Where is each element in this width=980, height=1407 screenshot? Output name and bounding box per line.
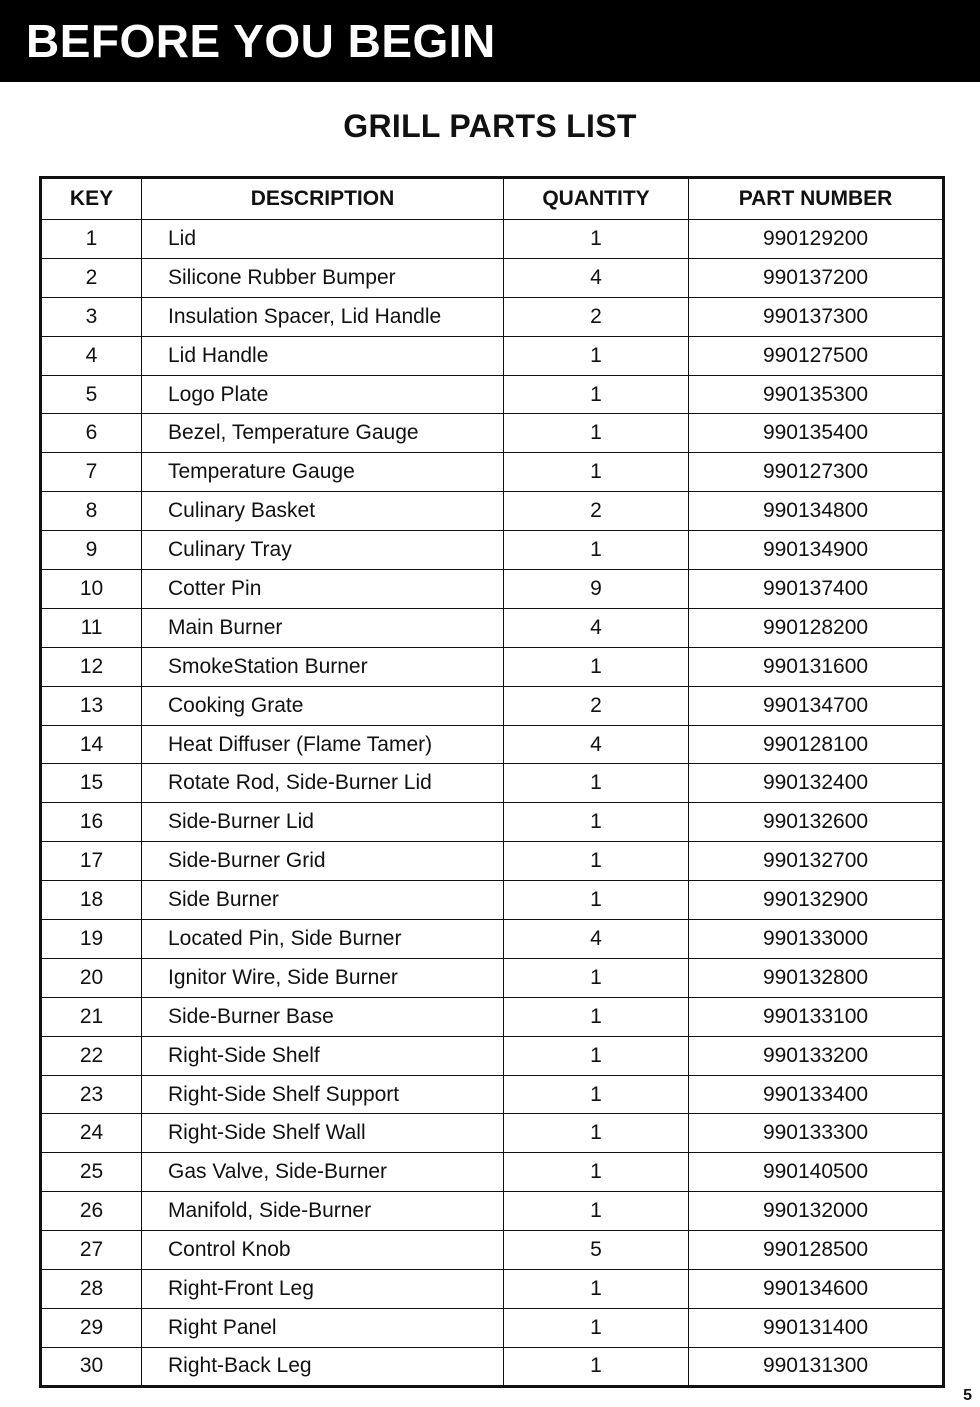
cell-quantity: 1 <box>504 764 689 803</box>
cell-quantity: 9 <box>504 570 689 609</box>
cell-description: Silicone Rubber Bumper <box>142 258 504 297</box>
cell-quantity: 4 <box>504 258 689 297</box>
table-row <box>41 531 944 570</box>
cell-key: 28 <box>41 1270 142 1309</box>
cell-key: 26 <box>41 1192 142 1231</box>
cell-description: Control Knob <box>142 1231 504 1270</box>
cell-quantity: 1 <box>504 1270 689 1309</box>
cell-description: Rotate Rod, Side-Burner Lid <box>142 764 504 803</box>
cell-description: Lid <box>142 220 504 259</box>
cell-key: 6 <box>41 414 142 453</box>
cell-quantity: 1 <box>504 647 689 686</box>
cell-quantity: 1 <box>504 1075 689 1114</box>
table-row <box>41 803 944 842</box>
page-number: 5 <box>963 1387 972 1404</box>
cell-quantity: 4 <box>504 920 689 959</box>
table-row <box>41 725 944 764</box>
cell-description: Right-Front Leg <box>142 1270 504 1309</box>
table-row <box>41 1231 944 1270</box>
table-body <box>41 220 944 1387</box>
cell-key: 4 <box>41 336 142 375</box>
cell-description: Bezel, Temperature Gauge <box>142 414 504 453</box>
cell-description: Right Panel <box>142 1308 504 1347</box>
cell-part-number: 990131300 <box>689 1347 944 1386</box>
cell-quantity: 1 <box>504 1192 689 1231</box>
table-row <box>41 1075 944 1114</box>
cell-key: 8 <box>41 492 142 531</box>
table-row <box>41 608 944 647</box>
cell-quantity: 1 <box>504 220 689 259</box>
cell-part-number: 990137400 <box>689 570 944 609</box>
cell-quantity: 1 <box>504 375 689 414</box>
cell-description: Right-Back Leg <box>142 1347 504 1386</box>
cell-description: Main Burner <box>142 608 504 647</box>
table-row <box>41 258 944 297</box>
cell-part-number: 990133100 <box>689 997 944 1036</box>
cell-key: 22 <box>41 1036 142 1075</box>
cell-description: Gas Valve, Side-Burner <box>142 1153 504 1192</box>
cell-quantity: 1 <box>504 453 689 492</box>
cell-quantity: 1 <box>504 803 689 842</box>
header-title: BEFORE YOU BEGIN <box>26 15 496 67</box>
cell-quantity: 2 <box>504 686 689 725</box>
cell-part-number: 990134600 <box>689 1270 944 1309</box>
cell-key: 2 <box>41 258 142 297</box>
cell-part-number: 990127500 <box>689 336 944 375</box>
cell-quantity: 5 <box>504 1231 689 1270</box>
cell-part-number: 990128100 <box>689 725 944 764</box>
cell-quantity: 2 <box>504 492 689 531</box>
table-row <box>41 881 944 920</box>
cell-key: 3 <box>41 297 142 336</box>
cell-description: Cooking Grate <box>142 686 504 725</box>
cell-quantity: 1 <box>504 1308 689 1347</box>
cell-key: 20 <box>41 958 142 997</box>
cell-key: 16 <box>41 803 142 842</box>
cell-key: 14 <box>41 725 142 764</box>
cell-quantity: 1 <box>504 1153 689 1192</box>
table-row <box>41 1308 944 1347</box>
cell-part-number: 990128500 <box>689 1231 944 1270</box>
table-row <box>41 297 944 336</box>
table-row <box>41 1192 944 1231</box>
table-row <box>41 920 944 959</box>
cell-part-number: 990131400 <box>689 1308 944 1347</box>
cell-description: Located Pin, Side Burner <box>142 920 504 959</box>
cell-description: Right-Side Shelf <box>142 1036 504 1075</box>
table-row <box>41 414 944 453</box>
cell-key: 5 <box>41 375 142 414</box>
cell-quantity: 1 <box>504 414 689 453</box>
cell-description: Side Burner <box>142 881 504 920</box>
cell-part-number: 990134700 <box>689 686 944 725</box>
cell-quantity: 4 <box>504 608 689 647</box>
table-row <box>41 1270 944 1309</box>
cell-description: Cotter Pin <box>142 570 504 609</box>
cell-quantity: 1 <box>504 842 689 881</box>
cell-quantity: 2 <box>504 297 689 336</box>
cell-key: 11 <box>41 608 142 647</box>
cell-part-number: 990132900 <box>689 881 944 920</box>
cell-part-number: 990133400 <box>689 1075 944 1114</box>
cell-description: Lid Handle <box>142 336 504 375</box>
table-row <box>41 997 944 1036</box>
cell-part-number: 990132000 <box>689 1192 944 1231</box>
cell-description: Right-Side Shelf Wall <box>142 1114 504 1153</box>
cell-description: Temperature Gauge <box>142 453 504 492</box>
table-row <box>41 220 944 259</box>
cell-key: 9 <box>41 531 142 570</box>
cell-quantity: 1 <box>504 1114 689 1153</box>
table-row <box>41 958 944 997</box>
cell-description: Culinary Basket <box>142 492 504 531</box>
cell-key: 17 <box>41 842 142 881</box>
table-row <box>41 1347 944 1386</box>
column-header-description: DESCRIPTION <box>142 178 504 220</box>
cell-key: 29 <box>41 1308 142 1347</box>
cell-description: Heat Diffuser (Flame Tamer) <box>142 725 504 764</box>
table-row <box>41 336 944 375</box>
column-header-part-number: PART NUMBER <box>689 178 944 220</box>
column-header-key: KEY <box>41 178 142 220</box>
table-row <box>41 764 944 803</box>
table-row <box>41 375 944 414</box>
cell-part-number: 990133200 <box>689 1036 944 1075</box>
cell-description: Insulation Spacer, Lid Handle <box>142 297 504 336</box>
section-title: GRILL PARTS LIST <box>343 108 637 144</box>
cell-part-number: 990134900 <box>689 531 944 570</box>
cell-part-number: 990132600 <box>689 803 944 842</box>
cell-description: Manifold, Side-Burner <box>142 1192 504 1231</box>
cell-key: 27 <box>41 1231 142 1270</box>
table-row <box>41 647 944 686</box>
cell-description: Side-Burner Lid <box>142 803 504 842</box>
table-row <box>41 492 944 531</box>
cell-part-number: 990133000 <box>689 920 944 959</box>
cell-key: 15 <box>41 764 142 803</box>
cell-part-number: 990131600 <box>689 647 944 686</box>
cell-key: 1 <box>41 220 142 259</box>
cell-key: 21 <box>41 997 142 1036</box>
cell-key: 25 <box>41 1153 142 1192</box>
cell-part-number: 990140500 <box>689 1153 944 1192</box>
table-row <box>41 1036 944 1075</box>
cell-key: 12 <box>41 647 142 686</box>
table-row <box>41 1114 944 1153</box>
cell-key: 7 <box>41 453 142 492</box>
cell-part-number: 990133300 <box>689 1114 944 1153</box>
cell-key: 19 <box>41 920 142 959</box>
cell-part-number: 990132400 <box>689 764 944 803</box>
column-header-quantity: QUANTITY <box>504 178 689 220</box>
cell-quantity: 1 <box>504 997 689 1036</box>
cell-part-number: 990132800 <box>689 958 944 997</box>
cell-part-number: 990132700 <box>689 842 944 881</box>
cell-part-number: 990137200 <box>689 258 944 297</box>
table-row <box>41 1153 944 1192</box>
cell-key: 23 <box>41 1075 142 1114</box>
cell-key: 24 <box>41 1114 142 1153</box>
cell-part-number: 990137300 <box>689 297 944 336</box>
cell-quantity: 1 <box>504 1347 689 1386</box>
cell-description: Logo Plate <box>142 375 504 414</box>
table-header-row <box>41 178 944 220</box>
cell-key: 30 <box>41 1347 142 1386</box>
cell-part-number: 990134800 <box>689 492 944 531</box>
cell-part-number: 990128200 <box>689 608 944 647</box>
cell-quantity: 1 <box>504 531 689 570</box>
cell-description: Side-Burner Base <box>142 997 504 1036</box>
cell-key: 10 <box>41 570 142 609</box>
cell-part-number: 990129200 <box>689 220 944 259</box>
cell-description: Side-Burner Grid <box>142 842 504 881</box>
parts-table <box>39 176 945 1388</box>
cell-description: Ignitor Wire, Side Burner <box>142 958 504 997</box>
header-banner <box>0 0 980 82</box>
cell-quantity: 1 <box>504 336 689 375</box>
table-row <box>41 570 944 609</box>
cell-quantity: 1 <box>504 1036 689 1075</box>
cell-description: SmokeStation Burner <box>142 647 504 686</box>
table-row <box>41 453 944 492</box>
cell-quantity: 1 <box>504 881 689 920</box>
cell-quantity: 1 <box>504 958 689 997</box>
cell-description: Right-Side Shelf Support <box>142 1075 504 1114</box>
cell-quantity: 4 <box>504 725 689 764</box>
cell-description: Culinary Tray <box>142 531 504 570</box>
cell-key: 13 <box>41 686 142 725</box>
table-row <box>41 686 944 725</box>
cell-key: 18 <box>41 881 142 920</box>
cell-part-number: 990127300 <box>689 453 944 492</box>
table-row <box>41 842 944 881</box>
cell-part-number: 990135300 <box>689 375 944 414</box>
cell-part-number: 990135400 <box>689 414 944 453</box>
